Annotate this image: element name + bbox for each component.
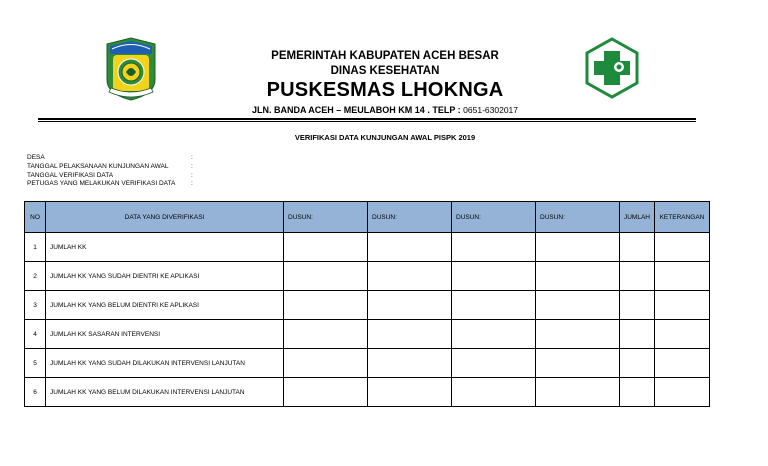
cell-dusun-4[interactable] — [536, 378, 620, 407]
cell-dusun-4[interactable] — [536, 291, 620, 320]
cell-dusun-1[interactable] — [284, 233, 368, 262]
table-row — [25, 262, 710, 291]
cell-keterangan[interactable] — [655, 378, 710, 407]
col-header-dusun-2: DUSUN: — [368, 202, 452, 233]
cell-keterangan[interactable] — [655, 349, 710, 378]
header-address — [200, 105, 570, 115]
cell-dusun-2[interactable] — [368, 291, 452, 320]
info-fields — [27, 154, 207, 189]
cell-dusun-1[interactable] — [284, 320, 368, 349]
col-header-dusun-4: DUSUN: — [536, 202, 620, 233]
cell-jumlah[interactable] — [620, 233, 655, 262]
cell-dusun-3[interactable] — [452, 378, 536, 407]
row-number: 2 — [25, 262, 46, 291]
document-subtitle: VERIFIKASI DATA KUNJUNGAN AWAL PISPK 2019 — [294, 133, 476, 142]
cell-jumlah[interactable] — [620, 378, 655, 407]
table-row — [25, 378, 710, 407]
cell-dusun-2[interactable] — [368, 378, 452, 407]
col-header-jumlah: JUMLAH — [620, 202, 655, 233]
row-item: JUMLAH KK YANG SUDAH DILAKUKAN INTERVENSI LANJUTAN — [46, 349, 284, 378]
row-number: 4 — [25, 320, 46, 349]
health-cross-icon — [584, 37, 640, 99]
row-number: 6 — [25, 378, 46, 407]
info-label: PETUGAS YANG MELAKUKAN VERIFIKASI DATA — [27, 180, 176, 188]
cell-jumlah[interactable] — [620, 262, 655, 291]
row-number: 5 — [25, 349, 46, 378]
table-header-row — [25, 202, 710, 233]
cell-dusun-4[interactable] — [536, 320, 620, 349]
info-field-desa — [27, 154, 207, 163]
cell-dusun-3[interactable] — [452, 291, 536, 320]
verification-table — [24, 201, 710, 407]
info-colon: : — [191, 180, 193, 188]
table-row — [25, 291, 710, 320]
row-item: JUMLAH KK YANG SUDAH DIENTRI KE APLIKASI — [46, 262, 284, 291]
cell-jumlah[interactable] — [620, 320, 655, 349]
cell-dusun-2[interactable] — [368, 233, 452, 262]
info-colon: : — [191, 162, 193, 170]
col-header-dusun-1: DUSUN: — [284, 202, 368, 233]
cell-dusun-1[interactable] — [284, 378, 368, 407]
cell-dusun-3[interactable] — [452, 349, 536, 378]
cell-dusun-1[interactable] — [284, 291, 368, 320]
row-number: 3 — [25, 291, 46, 320]
cell-dusun-1[interactable] — [284, 349, 368, 378]
cell-dusun-2[interactable] — [368, 320, 452, 349]
table-row — [25, 349, 710, 378]
cell-dusun-1[interactable] — [284, 262, 368, 291]
cell-jumlah[interactable] — [620, 349, 655, 378]
address-text: JLN. BANDA ACEH – MEULABOH KM 14 . TELP : — [251, 105, 461, 115]
header-government: PEMERINTAH KABUPATEN ACEH BESAR — [271, 50, 499, 62]
telephone-text: 0651-6302017 — [463, 105, 519, 115]
aceh-besar-emblem-icon — [104, 36, 158, 102]
info-label: DESA — [27, 154, 45, 161]
row-item: JUMLAH KK — [46, 233, 284, 262]
cell-dusun-2[interactable] — [368, 262, 452, 291]
cell-dusun-3[interactable] — [452, 320, 536, 349]
info-field-tanggal-pelaksanaan — [27, 163, 207, 172]
info-colon: : — [191, 154, 193, 161]
cell-keterangan[interactable] — [655, 262, 710, 291]
header-department: DINAS KESEHATAN — [330, 65, 440, 77]
row-item: JUMLAH KK SASARAN INTERVENSI — [46, 320, 284, 349]
cell-keterangan[interactable] — [655, 291, 710, 320]
col-header-no: NO — [25, 202, 46, 233]
info-field-tanggal-verifikasi — [27, 172, 207, 181]
cell-keterangan[interactable] — [655, 233, 710, 262]
cell-dusun-2[interactable] — [368, 349, 452, 378]
page-title: PUSKESMAS LHOKNGA — [266, 79, 504, 101]
header-divider-thin — [38, 121, 696, 122]
col-header-dusun-3: DUSUN: — [452, 202, 536, 233]
info-colon: : — [191, 171, 193, 179]
table-row — [25, 233, 710, 262]
info-label: TANGGAL VERIFIKASI DATA — [27, 171, 114, 179]
table-row — [25, 320, 710, 349]
cell-dusun-3[interactable] — [452, 262, 536, 291]
cell-dusun-4[interactable] — [536, 233, 620, 262]
cell-dusun-4[interactable] — [536, 349, 620, 378]
cell-jumlah[interactable] — [620, 291, 655, 320]
info-field-petugas — [27, 180, 207, 189]
col-header-data: DATA YANG DIVERIFIKASI — [46, 202, 284, 233]
col-header-keterangan: KETERANGAN — [655, 202, 710, 233]
info-label: TANGGAL PELAKSANAAN KUNJUNGAN AWAL — [27, 162, 169, 170]
cell-keterangan[interactable] — [655, 320, 710, 349]
row-item: JUMLAH KK YANG BELUM DIENTRI KE APLIKASI — [46, 291, 284, 320]
cell-dusun-3[interactable] — [452, 233, 536, 262]
cell-dusun-4[interactable] — [536, 262, 620, 291]
row-item: JUMLAH KK YANG BELUM DILAKUKAN INTERVENSI LANJUTAN — [46, 378, 284, 407]
header-divider — [38, 118, 696, 120]
row-number: 1 — [25, 233, 46, 262]
